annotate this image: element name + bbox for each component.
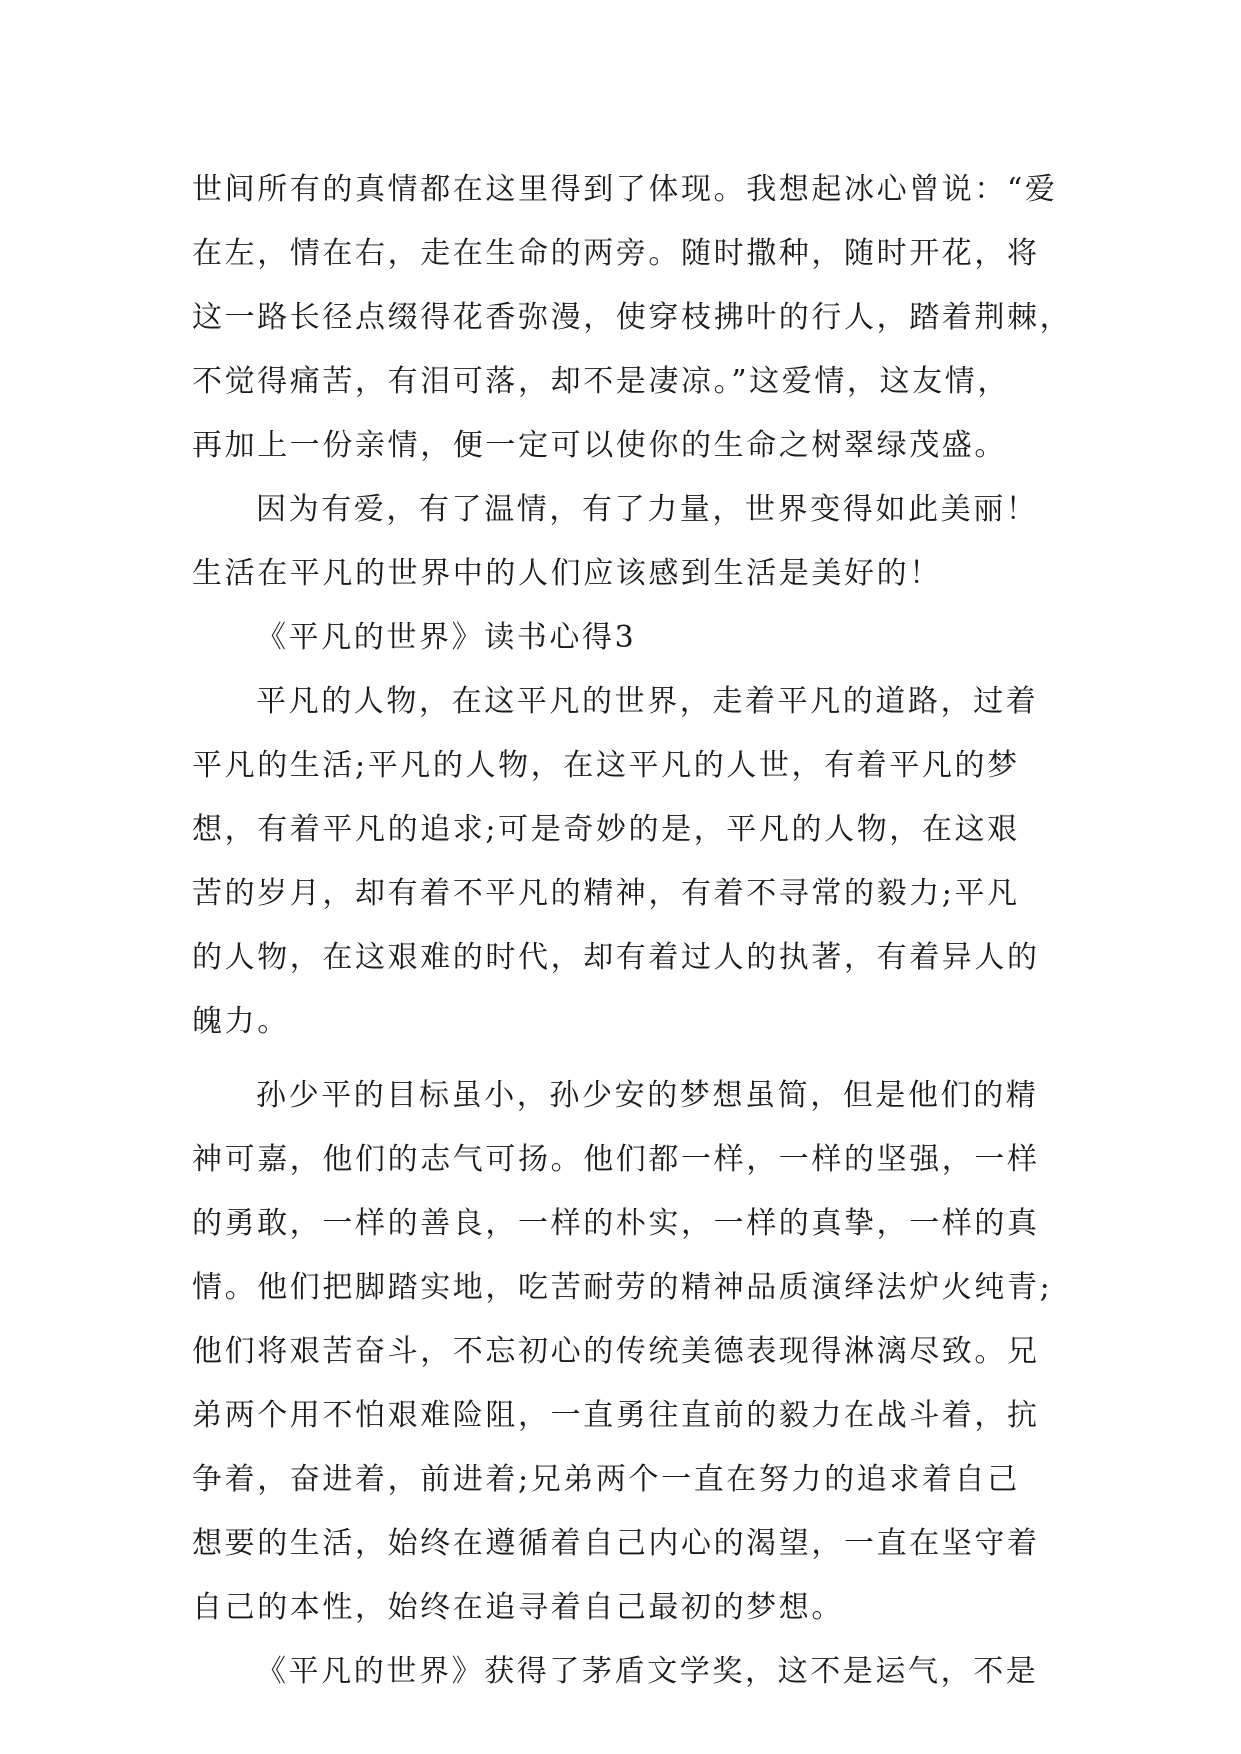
text-line: 这一路长径点缀得花香弥漫，使穿枝拂叶的行人，踏着荆棘， (192, 300, 1073, 335)
section-heading: 《平凡的世界》读书心得3 (256, 620, 637, 655)
text-line: 生活在平凡的世界中的人们应该感到生活是美好的！ (192, 556, 942, 591)
text-line: 苦的岁月，却有着不平凡的精神，有着不寻常的毅力;平凡 (192, 876, 1020, 911)
text-line: 想要的生活，始终在遵循着自己内心的渴望，一直在坚守着 (192, 1526, 1040, 1561)
text-line: 神可嘉，他们的志气可扬。他们都一样，一样的坚强，一样 (192, 1142, 1040, 1177)
text-line: 再加上一份亲情，便一定可以使你的生命之树翠绿茂盛。 (192, 428, 1007, 463)
text-line: 世间所有的真情都在这里得到了体现。我想起冰心曾说：“爱 (192, 172, 1058, 207)
paragraph-spacer (192, 1054, 1052, 1064)
text-line: 的人物，在这艰难的时代，却有着过人的执著，有着异人的 (192, 940, 1040, 975)
text-line: 弟两个用不怕艰难险阻，一直勇往直前的毅力在战斗着，抗 (192, 1398, 1040, 1433)
paragraph-first-line: 孙少平的目标虽小，孙少安的梦想虽简，但是他们的精 (256, 1078, 1039, 1113)
document-body (192, 158, 1073, 1704)
text-line: 在左，情在右，走在生命的两旁。随时撒种，随时开花，将 (192, 236, 1040, 271)
text-line: 自己的本性，始终在追寻着自己最初的梦想。 (192, 1590, 844, 1625)
text-line: 想，有着平凡的追求;可是奇妙的是，平凡的人物，在这艰 (192, 812, 1020, 847)
text-line: 的勇敢，一样的善良，一样的朴实，一样的真挚，一样的真 (192, 1206, 1040, 1241)
text-line: 他们将艰苦奋斗，不忘初心的传统美德表现得淋漓尽致。兄 (192, 1334, 1040, 1369)
paragraph-first-line: 因为有爱，有了温情，有了力量，世界变得如此美丽！ (256, 492, 1039, 527)
paragraph-first-line: 平凡的人物，在这平凡的世界，走着平凡的道路，过着 (256, 684, 1039, 719)
text-line: 魄力。 (192, 1004, 290, 1039)
paragraph-first-line: 《平凡的世界》获得了茅盾文学奖，这不是运气，不是 (256, 1654, 1039, 1689)
text-line: 不觉得痛苦，有泪可落，却不是凄凉。”这爱情，这友情， (192, 364, 1010, 399)
text-line: 争着，奋进着，前进着;兄弟两个一直在努力的追求着自己 (192, 1462, 1020, 1497)
text-line: 情。他们把脚踏实地，吃苦耐劳的精神品质演绎法炉火纯青; (192, 1270, 1053, 1305)
text-line: 平凡的生活;平凡的人物，在这平凡的人世，有着平凡的梦 (192, 748, 1020, 783)
